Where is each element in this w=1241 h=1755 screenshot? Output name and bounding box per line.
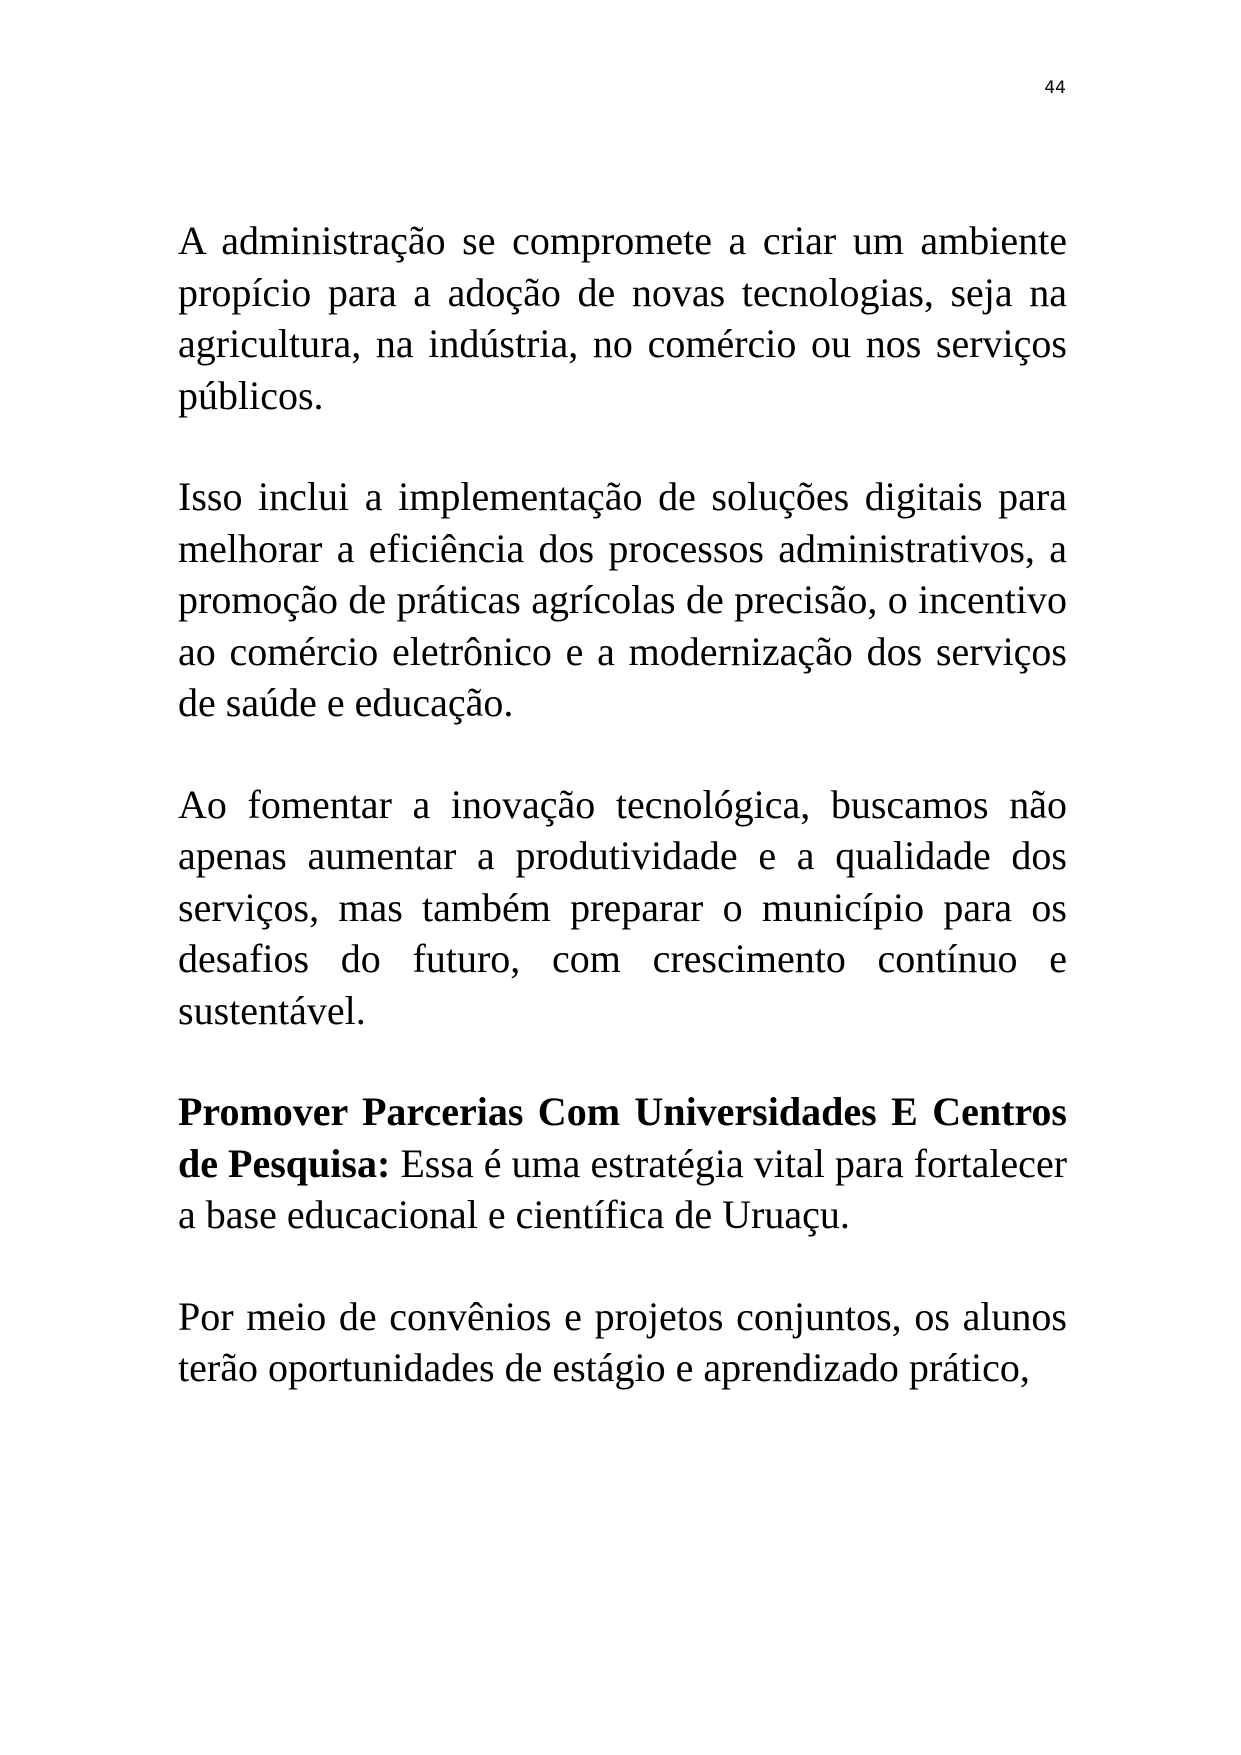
- paragraph: [178, 1086, 1067, 1241]
- paragraph-text: Isso inclui a implementação de soluções digitais para melhorar a eficiência dos processos administrativos, a promoção de práticas agrícolas de precisão, o incentivo ao comércio eletrônico e a modernização dos serviços de saúde e educação.: [178, 474, 1067, 725]
- paragraph: [178, 1291, 1067, 1394]
- document-body: [178, 215, 1067, 1394]
- paragraph-text: Essa é uma estratégia vital para fortalecer a base educacional e científica de Uruaçu.: [178, 1140, 1068, 1237]
- paragraph: [178, 779, 1067, 1037]
- paragraph-heading: Promover Parcerias Com Universidades E Centros de Pesquisa:: [178, 1089, 1067, 1186]
- paragraph-text: A administração se compromete a criar um ambiente propício para a adoção de novas tecnologias, seja na agricultura, na indústria, no comércio ou nos serviços públicos.: [178, 218, 1067, 418]
- paragraph: [178, 471, 1067, 729]
- paragraph: [178, 215, 1067, 421]
- paragraph-text: Ao fomentar a inovação tecnológica, buscamos não apenas aumentar a produtividade e a qualidade dos serviços, mas também preparar o município para os desafios do futuro, com crescimento contínuo e sustentável.: [178, 781, 1067, 1033]
- page-number: 44: [1044, 78, 1066, 98]
- paragraph-text: Por meio de convênios e projetos conjuntos, os alunos terão oportunidades de estágio e aprendizado prático,: [178, 1293, 1067, 1390]
